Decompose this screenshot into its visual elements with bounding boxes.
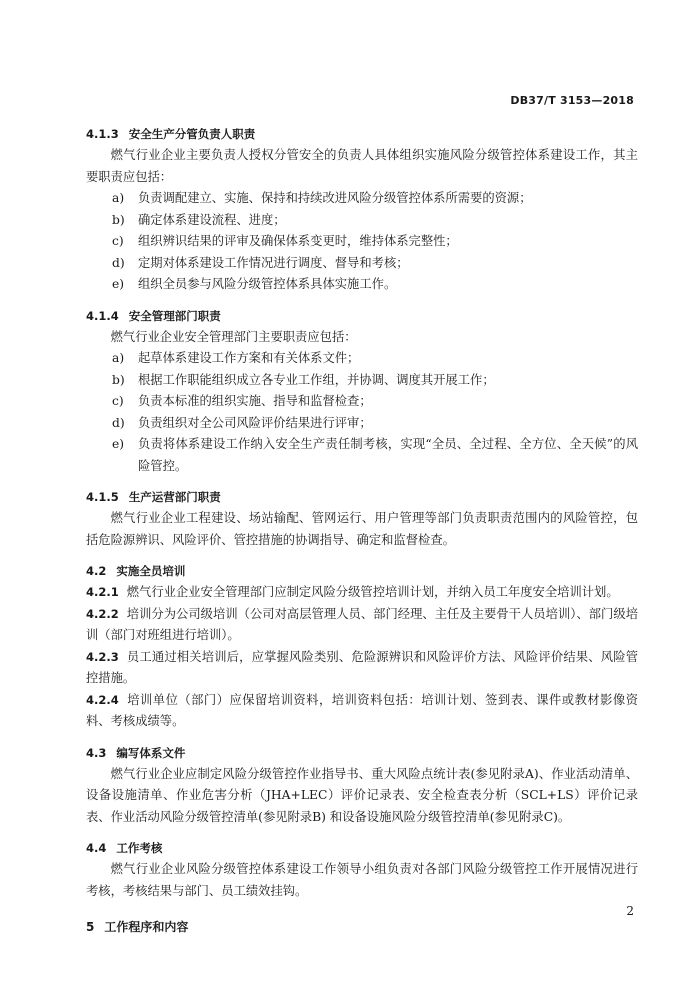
- heading-title: 安全管理部门职责: [128, 308, 221, 323]
- list-item: d) 定期对体系建设工作情况进行调度、督导和考核；: [112, 255, 409, 270]
- heading-4-1-3: [86, 123, 638, 145]
- list-item: b) 根据工作职能组织成立各专业工作组，并协调、调度其开展工作；: [112, 372, 495, 387]
- heading-title: 工作考核: [116, 841, 163, 855]
- heading-title: 工作程序和内容: [104, 920, 189, 934]
- paragraph-4-3: 燃气行业企业应制定风险分级管控作业指导书、重大风险点统计表(参见附录A)、作业活动清单、设备设施清单、作业危害分析（JHA+LEC）评价记录表、安全检查表分析（SCL+LS）评价记录表、作业活动风险分级管控清单(参见附录B) 和设备设施风险分级管控清单(参见附录C)。: [86, 766, 638, 824]
- paragraph-4-2-3: 4.2.3 员工通过相关培训后，应掌握风险类别、危险源辨识和风险评价方法、风险评价结果、风险管控措施。: [86, 649, 638, 685]
- heading-4-3: [86, 742, 638, 764]
- heading-number: 4.2: [86, 564, 107, 578]
- list-item: e) 组织全员参与风险分级管控体系具体实施工作。: [112, 277, 397, 291]
- heading-number: 4.4: [86, 841, 107, 855]
- paragraph-4-1-3-intro: 燃气行业企业主要负责人授权分管安全的负责人具体组织实施风险分级管控体系建设工作，其主要职责应包括：: [86, 148, 638, 184]
- heading-4-2: [86, 560, 638, 582]
- list-item: c) 组织辨识结果的评审及确保体系变更时，维持体系完整性；: [112, 234, 458, 248]
- list-item: b) 确定体系建设流程、进度；: [112, 212, 286, 227]
- page-content: [86, 123, 638, 938]
- paragraph-4-2-1: 4.2.1 燃气行业企业安全管理部门应制定风险分级管控培训计划，并纳入员工年度安全培训计划。: [86, 585, 619, 599]
- heading-4-1-4: [86, 305, 638, 327]
- heading-title: 安全生产分管负责人职责: [128, 127, 256, 141]
- list-item: a) 起草体系建设工作方案和有关体系文件；: [112, 351, 360, 365]
- list-4-1-4: [86, 348, 638, 477]
- heading-title: 实施全员培训: [116, 564, 186, 578]
- heading-number: 4.1.4: [86, 308, 119, 323]
- paragraph-4-2-4: 4.2.4 培训单位（部门）应保留培训资料，培训资料包括：培训计划、签到表、课件或教材影像资料、考核成绩等。: [86, 692, 638, 728]
- heading-4-1-5: [86, 486, 638, 508]
- list-4-1-3: [86, 188, 638, 296]
- heading-title: 编写体系文件: [116, 745, 186, 760]
- list-item: a) 负责调配建立、实施、保持和持续改进风险分级管控体系所需要的资源；: [112, 191, 532, 205]
- paragraph-4-2-2: 4.2.2 培训分为公司级培训（公司对高层管理人员、部门经理、主任及主要骨干人员培训）、部门级培训（部门对班组进行培训）。: [86, 606, 638, 642]
- page-number: 2: [626, 904, 634, 918]
- paragraph-4-1-5: 燃气行业企业工程建设、场站输配、管网运行、用户管理等部门负责职责范围内的风险管控，包括危险源辨识、风险评价、管控措施的协调指导、确定和监督检查。: [86, 511, 638, 547]
- heading-title: 生产运营部门职责: [128, 490, 221, 504]
- paragraph-4-4: 燃气行业企业风险分级管控体系建设工作领导小组负责对各部门风险分级管控工作开展情况进行考核，考核结果与部门、员工绩效挂钩。: [86, 862, 638, 898]
- list-item: e) 负责将体系建设工作纳入安全生产责任制考核，实现“全员、全过程、全方位、全天候”的风险管控。: [112, 437, 638, 473]
- heading-number: 4.3: [86, 745, 107, 760]
- heading-number: 4.1.5: [86, 490, 119, 504]
- paragraph-4-1-4-intro: 燃气行业企业安全管理部门主要职责应包括：: [110, 329, 357, 344]
- heading-number: 4.1.3: [86, 127, 119, 141]
- heading-5: [86, 916, 638, 938]
- document-code: DB37/T 3153—2018: [510, 94, 634, 107]
- heading-number: 5: [86, 920, 95, 934]
- list-item: c) 负责本标准的组织实施、指导和监督检查；: [112, 394, 372, 408]
- list-item: d) 负责组织对全公司风险评价结果进行评审；: [112, 415, 372, 430]
- heading-4-4: [86, 837, 638, 859]
